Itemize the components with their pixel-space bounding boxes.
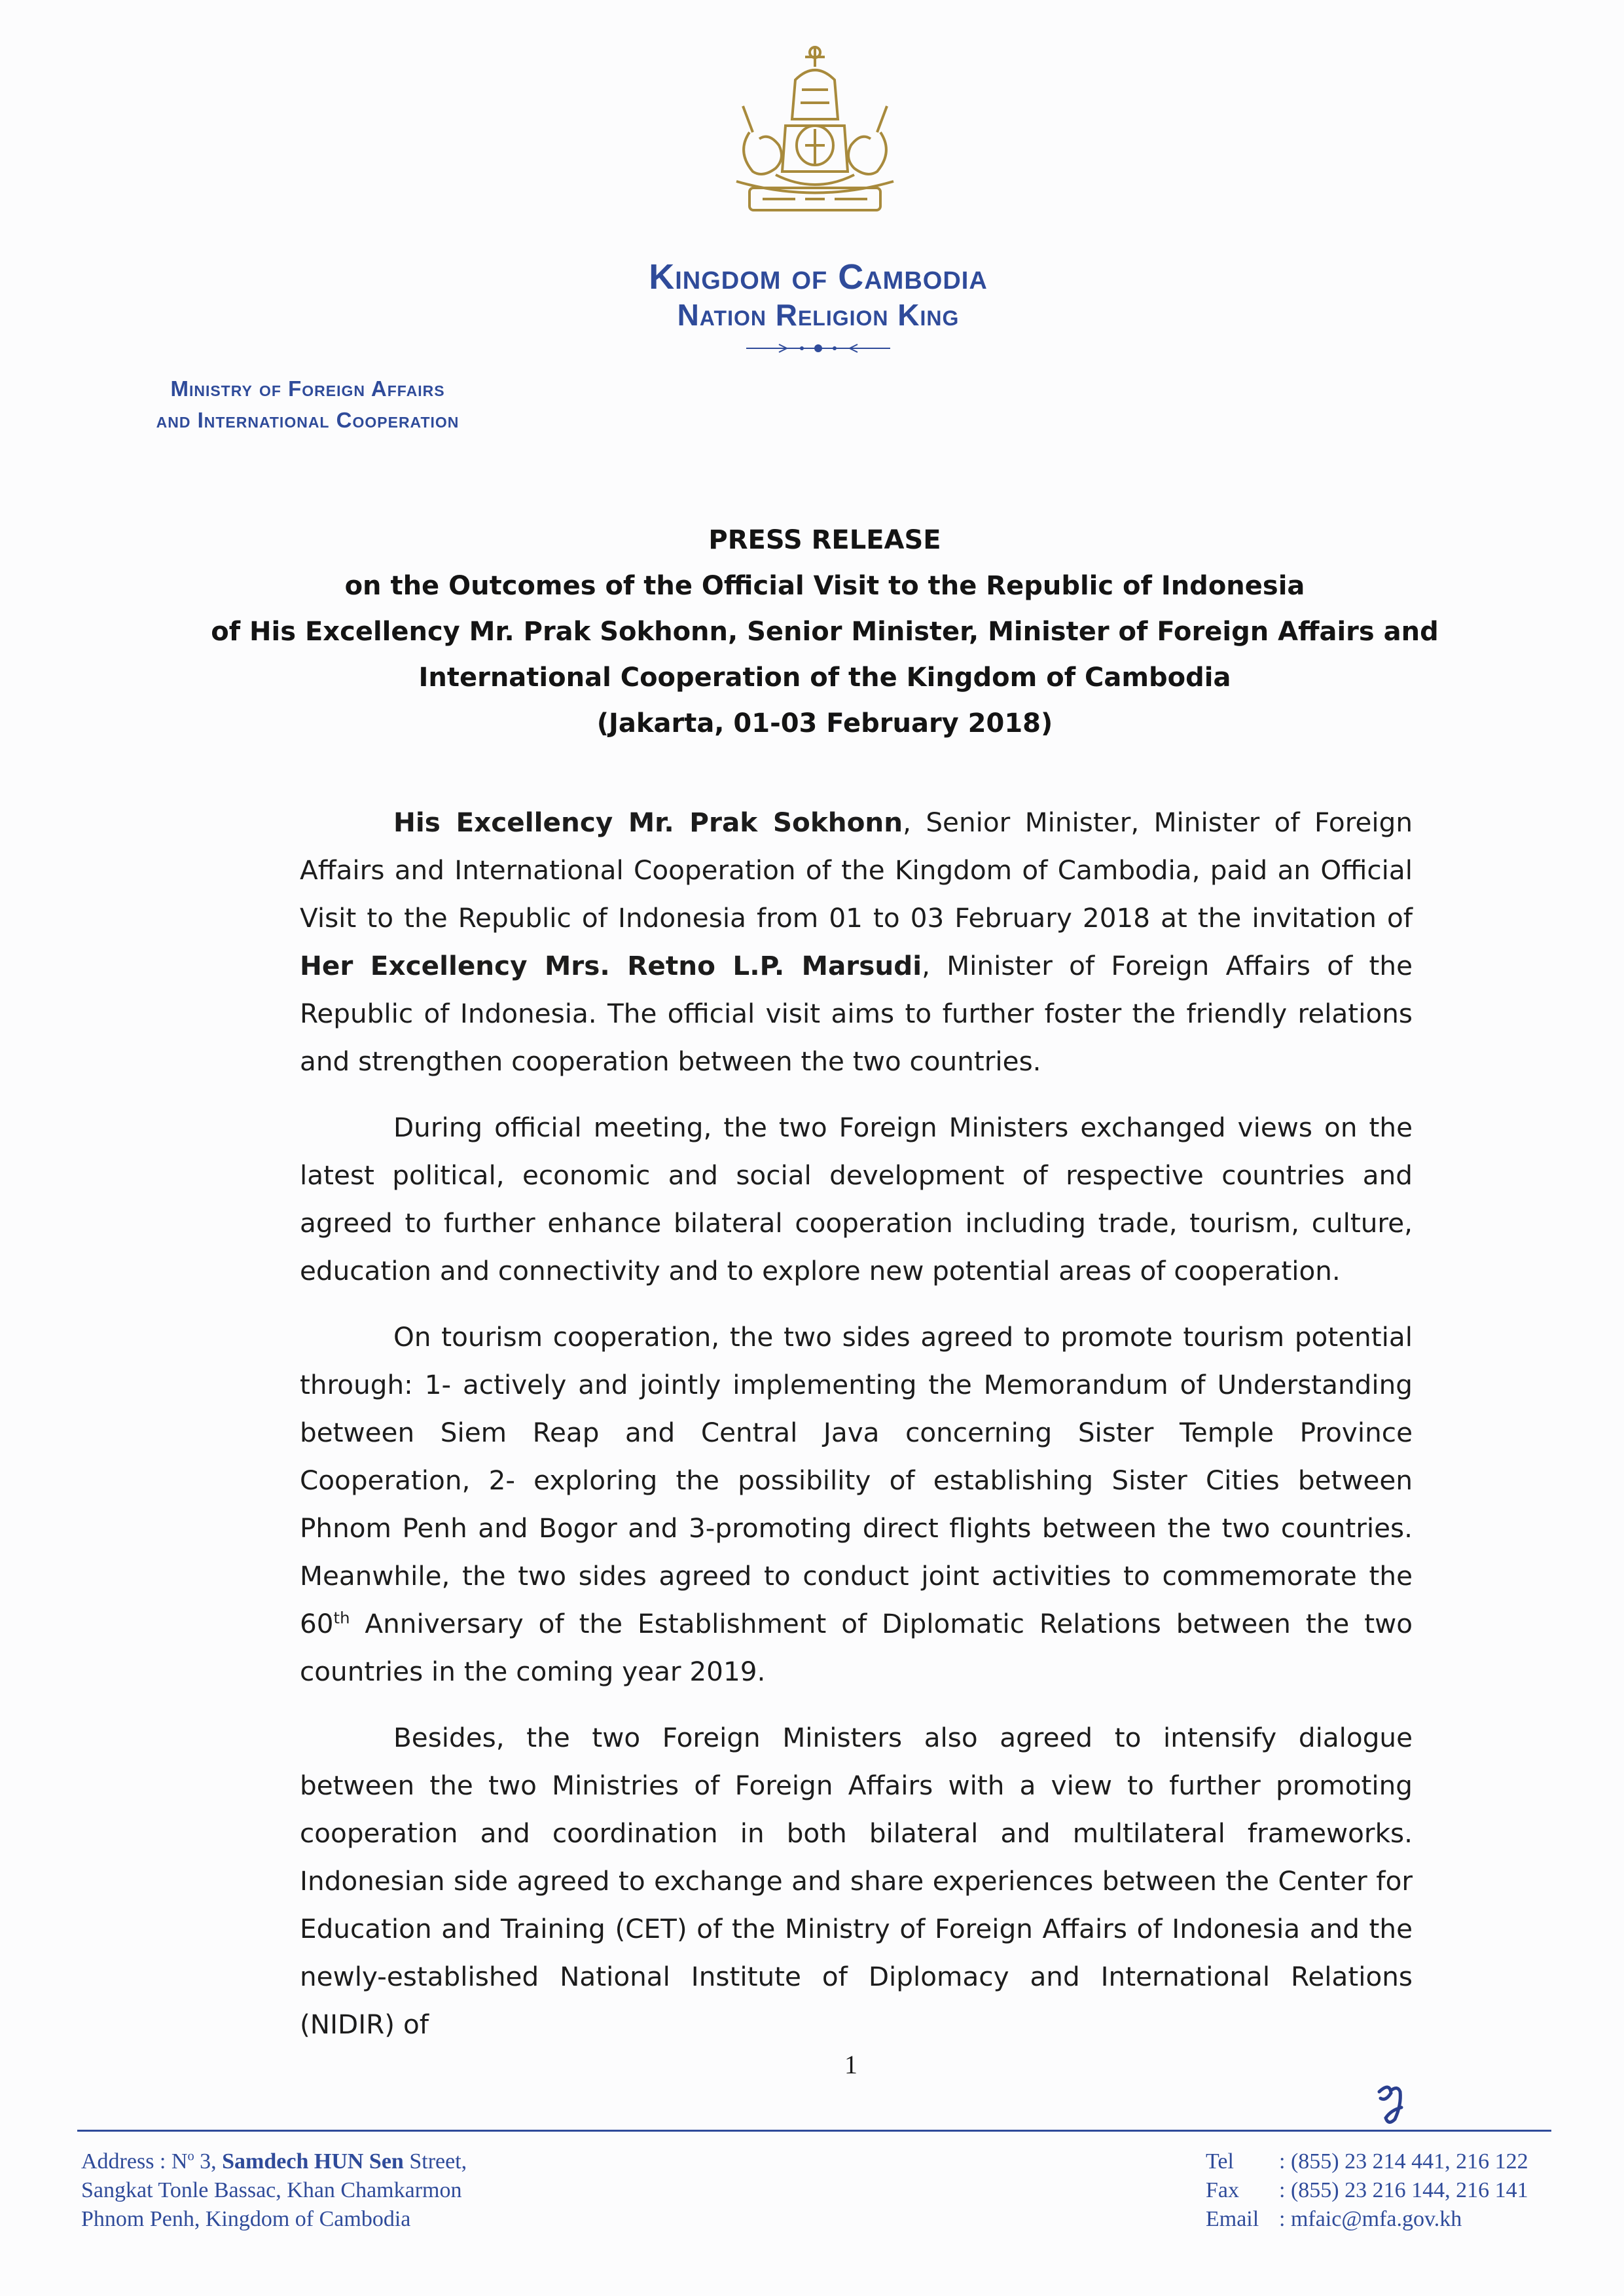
email-label: Email xyxy=(1206,2207,1259,2231)
address-number: 3, xyxy=(194,2149,223,2174)
tel-value: : (855) 23 214 441, 216 122 xyxy=(1279,2149,1528,2174)
body-text xyxy=(300,799,1413,2067)
address-line-3: Phnom Penh, Kingdom of Cambodia xyxy=(81,2207,411,2231)
host-minister-name: Her Excellency Mrs. Retno L.P. Marsudi xyxy=(300,950,922,981)
footer-divider xyxy=(77,2130,1551,2132)
title-line-3: of His Excellency Mr. Prak Sokhonn, Senior Minister, Minister of Foreign Affairs and xyxy=(211,617,1439,647)
title-line-4: International Cooperation of the Kingdom of Cambodia xyxy=(418,663,1231,693)
title-heading: PRESS RELEASE xyxy=(708,525,941,555)
title-line-5: (Jakarta, 01-03 February 2018) xyxy=(596,708,1053,738)
email-value: : mfaic@mfa.gov.kh xyxy=(1279,2207,1462,2231)
footer-contact xyxy=(1206,2147,1572,2234)
nation-motto: Nation Religion King xyxy=(677,298,960,332)
ministry-line-1: Ministry of Foreign Affairs xyxy=(170,376,445,401)
paragraph-1 xyxy=(300,799,1413,1085)
ministry-line-2: and International Cooperation xyxy=(156,408,460,432)
tel-row xyxy=(1206,2147,1572,2176)
minister-name: His Excellency Mr. Prak Sokhonn xyxy=(393,807,903,838)
fax-value: : (855) 23 216 144, 216 141 xyxy=(1279,2178,1528,2202)
ministry-name xyxy=(72,373,543,436)
paragraph-3 xyxy=(300,1313,1413,1696)
title-line-2: on the Outcomes of the Official Visit to the Republic of Indonesia xyxy=(344,571,1305,601)
address-suffix: Street, xyxy=(403,2149,467,2174)
paragraph-2: During official meeting, the two Foreign Ministers exchanged views on the latest political, economic and social development of respective countries and agreed to further enhance bilateral cooperation including trade, tourism, culture, education and connectivity and to explore new potential areas of cooperation. xyxy=(300,1112,1413,1286)
address-street-name: Samdech HUN Sen xyxy=(222,2149,404,2174)
kingdom-title: Kingdom of Cambodia xyxy=(649,257,988,297)
footer-address xyxy=(81,2147,670,2234)
paragraph-3-text-b: Anniversary of the Establishment of Diplomatic Relations between the two countries in the coming year 2019. xyxy=(300,1608,1413,1687)
fax-row xyxy=(1206,2176,1572,2205)
paragraph-1-text-b: , Minister of Foreign Affairs of the Republic of Indonesia. The official visit aims to further foster the friendly relations and strengthen cooperation between the two countries. xyxy=(300,950,1413,1077)
fax-label: Fax xyxy=(1206,2178,1239,2202)
press-release-title xyxy=(196,517,1453,746)
paragraph-4: Besides, the two Foreign Ministers also agreed to intensify dialogue between the two Ministries of Foreign Affairs with a view to further promoting cooperation and coordination in both bilateral and multilateral frameworks. Indonesian side agreed to exchange and share experiences between the Center for Education and Training (CET) of the Ministry of Foreign Affairs of Indonesia and the newly-established National Institute of Diplomacy and International Relations (NIDIR) of xyxy=(300,1722,1413,2040)
tel-label: Tel xyxy=(1206,2149,1234,2174)
paragraph-3-text-a: On tourism cooperation, the two sides agreed to promote tourism potential through: 1- actively and jointly implementing the Memorandum of Understanding between Siem Reap and Central Java concerning Sister Temple Province Cooperation, 2- exploring the possibility of establishing Sister Cities between Phnom Penh and Bogor and 3-promoting direct flights between the two countries. Meanwhile, the two sides agreed to conduct joint activities to commemorate the 60 xyxy=(300,1321,1413,1639)
address-number-sup: o xyxy=(187,2149,194,2164)
address-prefix: Address : N xyxy=(81,2149,188,2174)
page-number: 1 xyxy=(844,2050,857,2079)
royal-coat-of-arms-icon xyxy=(723,41,907,230)
address-line-2: Sangkat Tonle Bassac, Khan Chamkarmon xyxy=(81,2178,462,2202)
handwritten-initials-signature xyxy=(1371,2079,1411,2131)
paragraph-1-text-a: , Senior Minister, Minister of Foreign Affairs and International Cooperation of the Kingdom of Cambodia, paid an Official Visit to the Republic of Indonesia from 01 to 03 February 2018 at the invitation of xyxy=(300,807,1413,934)
email-row xyxy=(1206,2205,1572,2234)
ordinal-suffix: th xyxy=(333,1608,350,1628)
address-line-1 xyxy=(81,2147,670,2176)
divider-ornament-icon xyxy=(740,340,897,356)
